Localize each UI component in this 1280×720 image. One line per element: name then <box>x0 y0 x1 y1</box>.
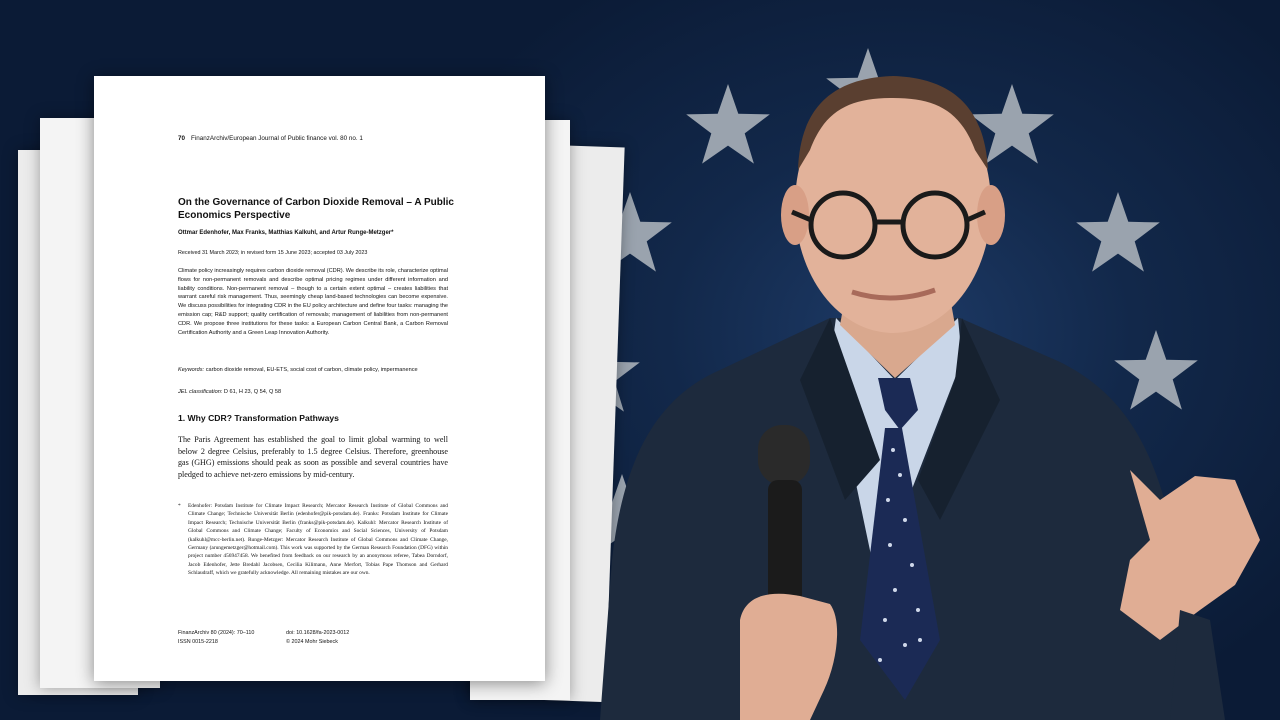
footer-copyright: © 2024 Mohr Siebeck <box>286 639 338 645</box>
section-heading: 1. Why CDR? Transformation Pathways <box>178 413 339 423</box>
footnote-text: Edenhofer: Potsdam Institute for Climate Impact Research; Mercator Research Institute of Global Commons and Climate Change; Technische Universität Berlin (edenhofer@pik-potsdam.de). Franks: Potsdam Institute for Climate Impact Research; Technische Universität Berlin (franks@pik-potsdam.de). Kalkuhl: Mercator Research Institute of Global Commons and Climate Change; Faculty of Economics and Social Sciences, University of Potsdam (kalkuhl@mcc-berlin.net). Runge-Metzger: Mercator Research Institute of Global Commons and Climate Change, Germany (arungemetzger@hotmail.com). This work was supported by the German Research Foundation (DFG) within project number 456947458. We benefited from feedback on our research by an anonymous referee, Tabea Dorndorf, Jacob Edenhofer, Jette Bredahl Jacobsen, Cecilia Kilimann, Anne Merfort, Tobias Pape Thomson and Gerhard Schlaudraff, which we gratefully acknowledge. All remaining mistakes are our own. <box>188 503 448 577</box>
journal-name: FinanzArchiv/European Journal of Public finance vol. 80 no. 1 <box>191 135 363 142</box>
keywords-label: Keywords: <box>178 367 205 373</box>
jel-label: JEL classification: <box>178 389 223 395</box>
paper-title: On the Governance of Carbon Dioxide Removal – A Public Economics Perspective <box>178 197 454 221</box>
jel-codes: D 61, H 23, Q 54, Q 58 <box>223 389 282 395</box>
abstract: Climate policy increasingly requires carbon dioxide removal (CDR). We describe its role, characterize optimal flows for non-permanent removals and describe optimal pricing regimes under different information and liability conditions. Non-permanent removal – though to a certain extent optimal – creates liabilities that warrant careful risk management. Thus, seemingly cheap land-based technologies can become expensive. We discuss possibilities for integrating CDR in the EU policy architecture and define four tasks: managing the emission cap; R&D support; quality certification of removals; management of liabilities from non-permanent CDR. We propose three institutions for these tasks: a European Carbon Central Bank, a Carbon Removal Certification Authority and a Green Leap Innovation Authority. <box>178 268 448 336</box>
footer-issn: ISSN 0015-2218 <box>178 639 218 645</box>
section-body: The Paris Agreement has established the goal to limit global warming to well below 2 degree Celsius, preferably to 1.5 degree Celsius. Therefore, greenhouse gas (GHG) emissions should peak as soon as possible and several countries have pledged to achieve net-zero emissions by mid-century. <box>178 435 448 479</box>
page-number: 70 <box>178 135 186 142</box>
footnote-mark: * <box>178 503 181 509</box>
footer-citation: FinanzArchiv 80 (2024): 70–110 <box>178 630 255 636</box>
footer-doi: doi: 10.1628/fa-2023-0012 <box>286 630 350 636</box>
paper-authors: Ottmar Edenhofer, Max Franks, Matthias Kalkuhl, and Artur Runge-Metzger* <box>178 230 394 236</box>
keywords-text: carbon dioxide removal, EU-ETS, social cost of carbon, climate policy, impermanence <box>205 367 418 373</box>
received-dates: Received 31 March 2023; in revised form 15 June 2023; accepted 03 July 2023 <box>178 250 368 256</box>
